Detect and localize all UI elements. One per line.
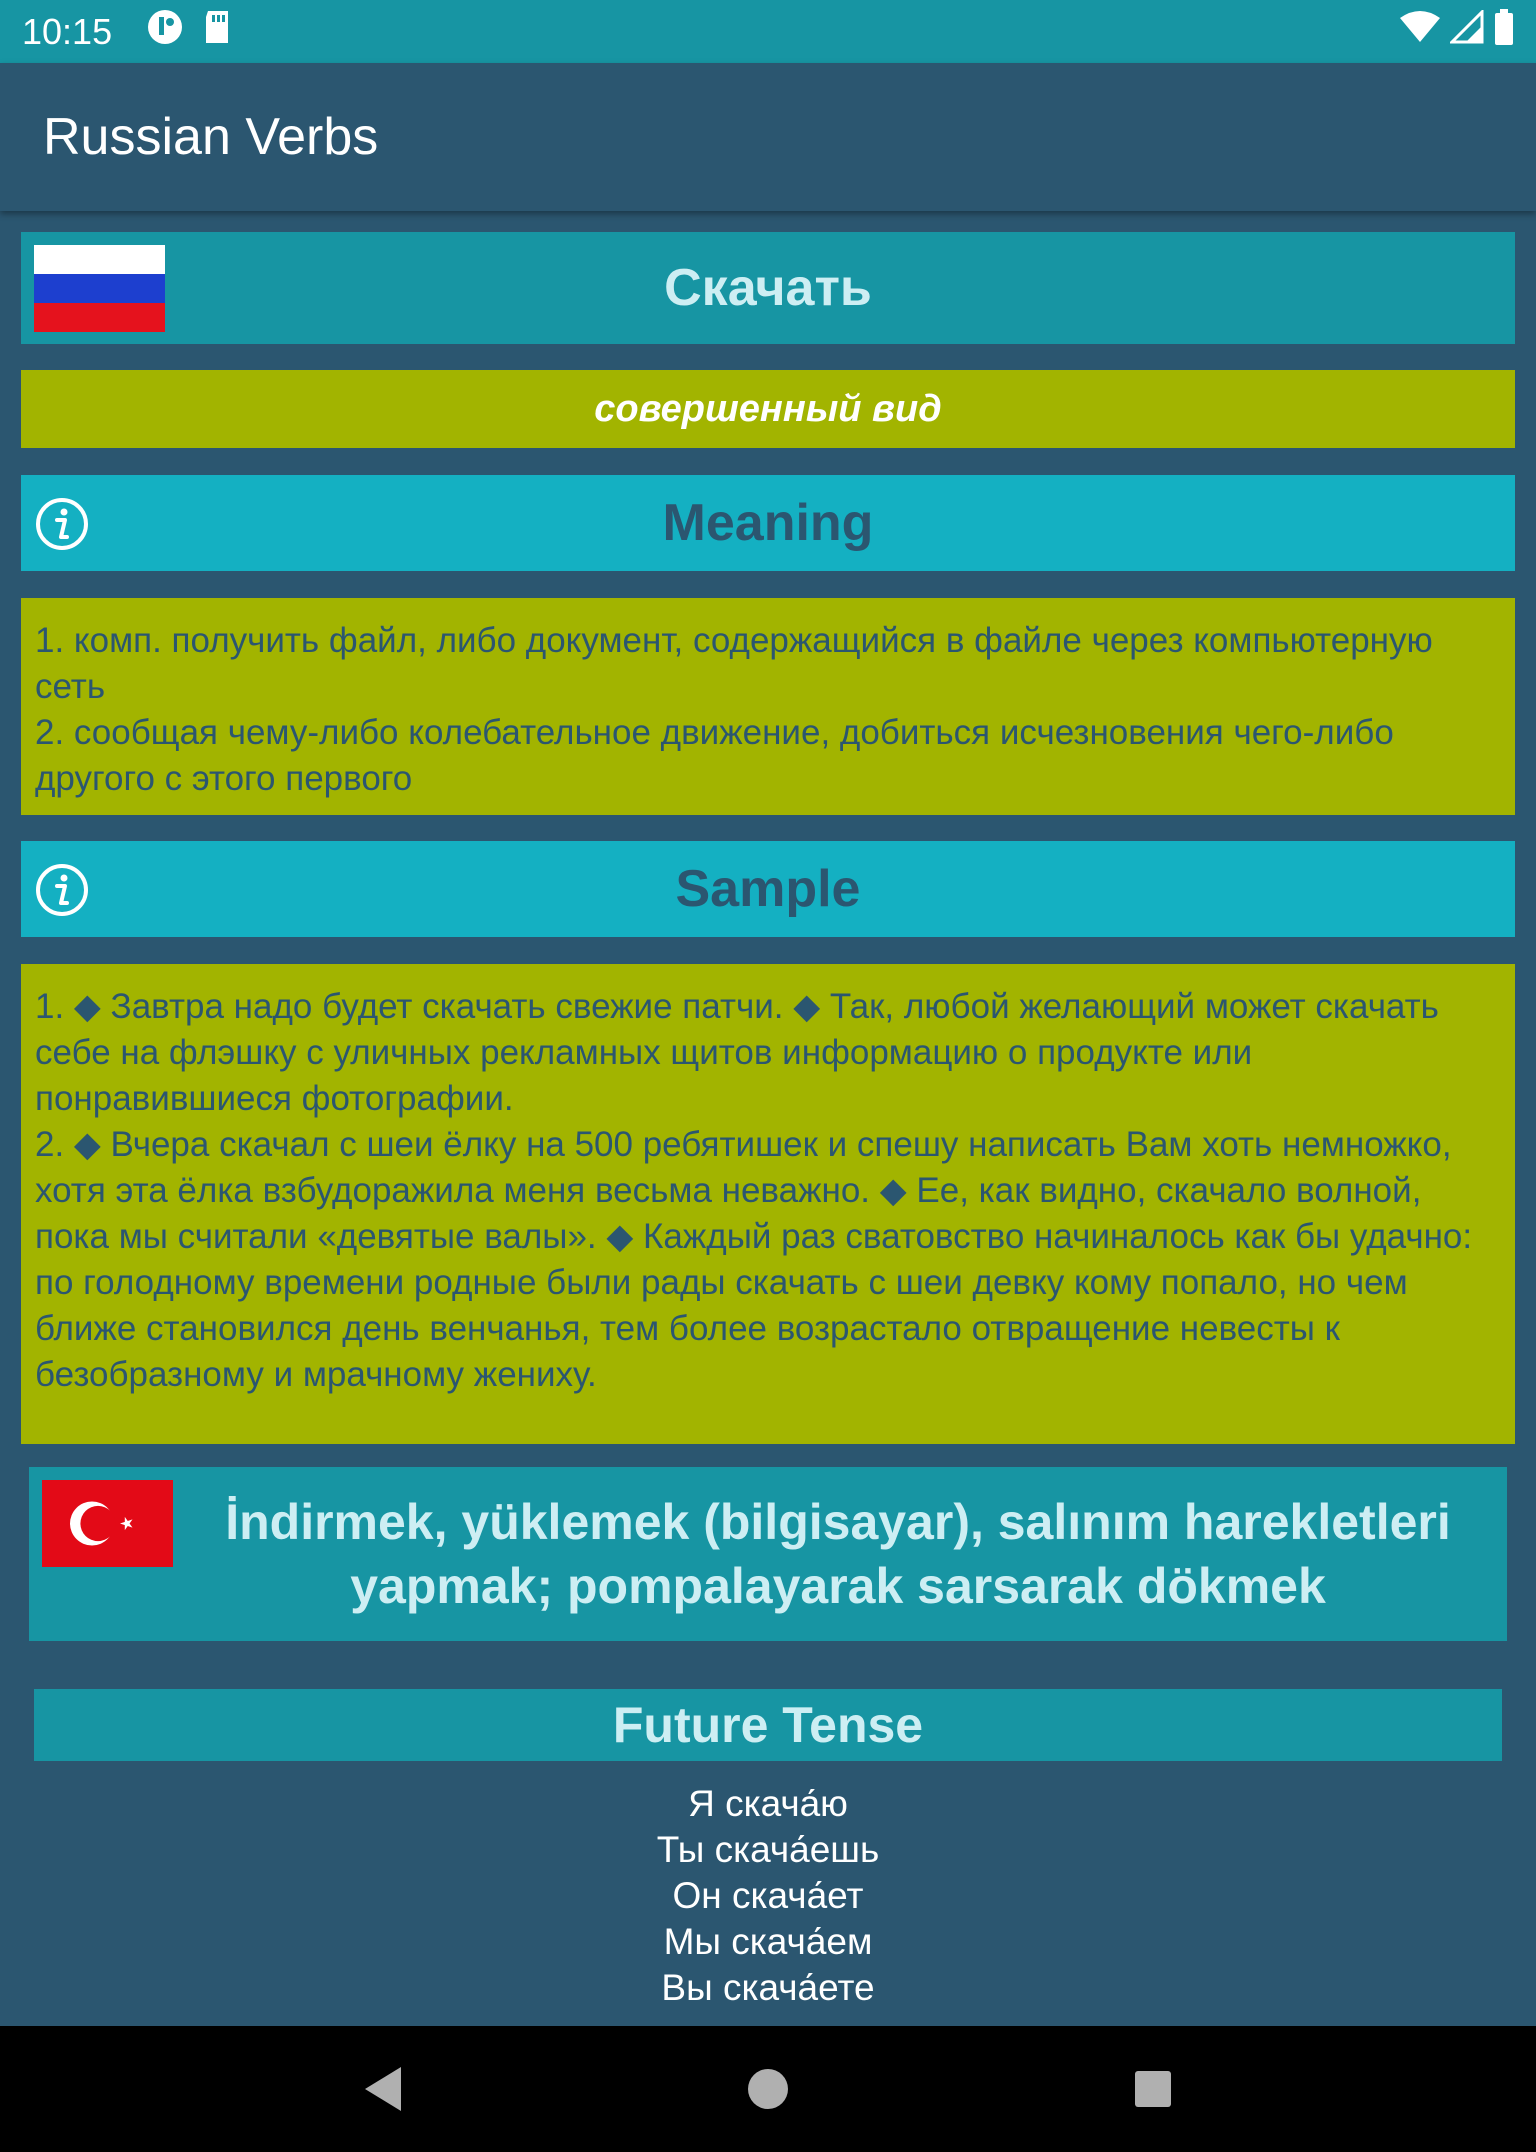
home-button[interactable] bbox=[718, 2039, 818, 2139]
conjugation-form: Мы скача́ем bbox=[663, 1921, 873, 1962]
meaning-header-label: Meaning bbox=[662, 494, 874, 552]
signal-icon bbox=[1450, 10, 1484, 53]
app-bar bbox=[0, 63, 1536, 211]
notification-icon bbox=[146, 8, 184, 55]
back-icon bbox=[361, 2065, 405, 2113]
aspect-text: совершенный вид bbox=[594, 387, 942, 430]
verb-title: Скачать bbox=[664, 259, 872, 317]
conjugation-form: Я скача́ю bbox=[688, 1783, 848, 1824]
back-button[interactable] bbox=[333, 2039, 433, 2139]
info-icon[interactable] bbox=[35, 863, 89, 917]
recents-button[interactable] bbox=[1103, 2039, 1203, 2139]
home-icon bbox=[747, 2068, 789, 2110]
conjugation-form: Он скача́ет bbox=[672, 1875, 864, 1916]
future-tense-header bbox=[34, 1689, 1502, 1761]
sample-text-box bbox=[21, 964, 1515, 1444]
conjugation-form: Вы скача́ете bbox=[661, 1967, 875, 2008]
translation-box bbox=[29, 1467, 1507, 1641]
navigation-bar bbox=[0, 2026, 1536, 2152]
meaning-line: 2. сообщая чему-либо колебательное движение, добиться исчезновения чего-либо другого с этого первого bbox=[35, 713, 1394, 798]
verb-header bbox=[21, 232, 1515, 344]
translation-text: İndirmek, yüklemek (bilgisayar), salınım harekletleri yapmak; pompalayarak sarsarak dökmek bbox=[225, 1494, 1451, 1614]
meaning-line: 1. комп. получить файл, либо документ, содержащийся в файле через компьютерную сеть bbox=[35, 621, 1433, 706]
info-icon[interactable] bbox=[35, 497, 89, 551]
status-bar bbox=[0, 0, 1536, 63]
sample-header-label: Sample bbox=[675, 860, 861, 918]
turkish-flag-icon bbox=[42, 1480, 173, 1567]
conjugation-form: Ты скача́ешь bbox=[656, 1829, 880, 1870]
conjugation-list bbox=[0, 1781, 1536, 2011]
sample-header[interactable] bbox=[21, 841, 1515, 937]
future-tense-label: Future Tense bbox=[612, 1697, 924, 1753]
meaning-text-box bbox=[21, 598, 1515, 815]
app-title: Russian Verbs bbox=[43, 108, 379, 166]
recents-icon bbox=[1133, 2069, 1173, 2109]
aspect-label bbox=[21, 370, 1515, 448]
wifi-icon bbox=[1400, 10, 1440, 53]
sample-line: 2. ◆ Вчера скачал с шеи ёлку на 500 ребятишек и спешу написать Вам хоть немножко, хотя эта ёлка взбудоражила меня весьма неважно. ◆ Ее, как видно, скачало волной, пока мы считали «девятые валы». ◆ Каждый раз сватовство начиналось как бы удачно: по голодному времени родные были рады скачать с шеи девку кому попало, но чем ближе становился день венчанья, тем более возрастало отвращение невесты к безобразному и мрачному жениху. bbox=[35, 1125, 1473, 1394]
sample-line: 1. ◆ Завтра надо будет скачать свежие патчи. ◆ Так, любой желающий может скачать себе на флэшку с уличных рекламных щитов информацию о продукте или понравившиеся фотографии. bbox=[35, 987, 1439, 1118]
russian-flag-icon bbox=[34, 245, 165, 332]
status-time: 10:15 bbox=[22, 10, 113, 52]
meaning-header[interactable] bbox=[21, 475, 1515, 571]
battery-icon bbox=[1494, 9, 1514, 54]
sd-card-icon bbox=[202, 9, 232, 54]
